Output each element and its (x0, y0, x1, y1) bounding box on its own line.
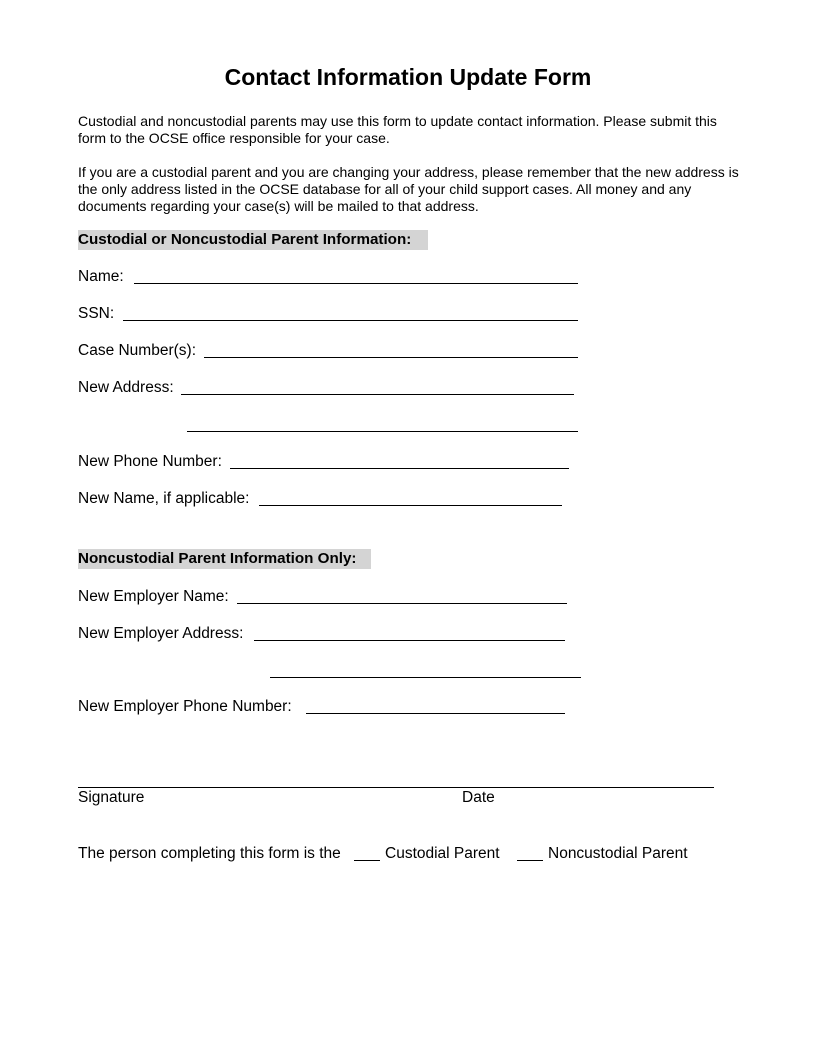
custodial-option-label: Custodial Parent (385, 845, 500, 862)
new-address-input-line[interactable] (181, 394, 574, 395)
completer-row (78, 844, 738, 864)
ssn-label: SSN: (78, 305, 115, 322)
employer-address-input-line[interactable] (254, 640, 565, 641)
new-address-input-line-2[interactable] (187, 431, 578, 432)
new-phone-input-line[interactable] (230, 468, 569, 469)
employer-phone-input-line[interactable] (306, 713, 565, 714)
intro-paragraph-1: Custodial and noncustodial parents may use this form to update contact information. Please submit this form to the OCSE office responsible for your case. (78, 113, 717, 146)
name-label: Name: (78, 268, 124, 285)
signature-label: Signature (78, 789, 145, 806)
ssn-input-line[interactable] (123, 320, 578, 321)
new-phone-label: New Phone Number: (78, 453, 222, 470)
signature-date-line[interactable] (78, 787, 714, 788)
noncustodial-check-line[interactable] (517, 860, 543, 861)
intro-paragraph-2: If you are a custodial parent and you are changing your address, please remember that the new address is the only address listed in the OCSE database for all of your child support cases. All money and any documents regarding your case(s) will be mailed to that address. (78, 164, 739, 214)
employer-name-input-line[interactable] (237, 603, 567, 604)
form-title: Contact Information Update Form (224, 64, 592, 90)
new-address-label: New Address: (78, 379, 174, 396)
employer-address-input-line-2[interactable] (270, 677, 581, 678)
new-name-label: New Name, if applicable: (78, 490, 250, 507)
noncustodial-option-label: Noncustodial Parent (548, 845, 688, 862)
name-input-line[interactable] (134, 283, 578, 284)
case-number-label: Case Number(s): (78, 342, 196, 359)
custodial-check-line[interactable] (354, 860, 380, 861)
employer-address-label: New Employer Address: (78, 625, 244, 642)
new-name-input-line[interactable] (259, 505, 562, 506)
date-label: Date (462, 789, 495, 806)
employer-phone-label: New Employer Phone Number: (78, 698, 292, 715)
case-number-input-line[interactable] (204, 357, 578, 358)
employer-name-label: New Employer Name: (78, 588, 229, 605)
section-heading-parent-info: Custodial or Noncustodial Parent Information: (78, 230, 428, 250)
completer-prefix: The person completing this form is the (78, 845, 341, 862)
section-heading-noncustodial-info: Noncustodial Parent Information Only: (78, 549, 371, 569)
